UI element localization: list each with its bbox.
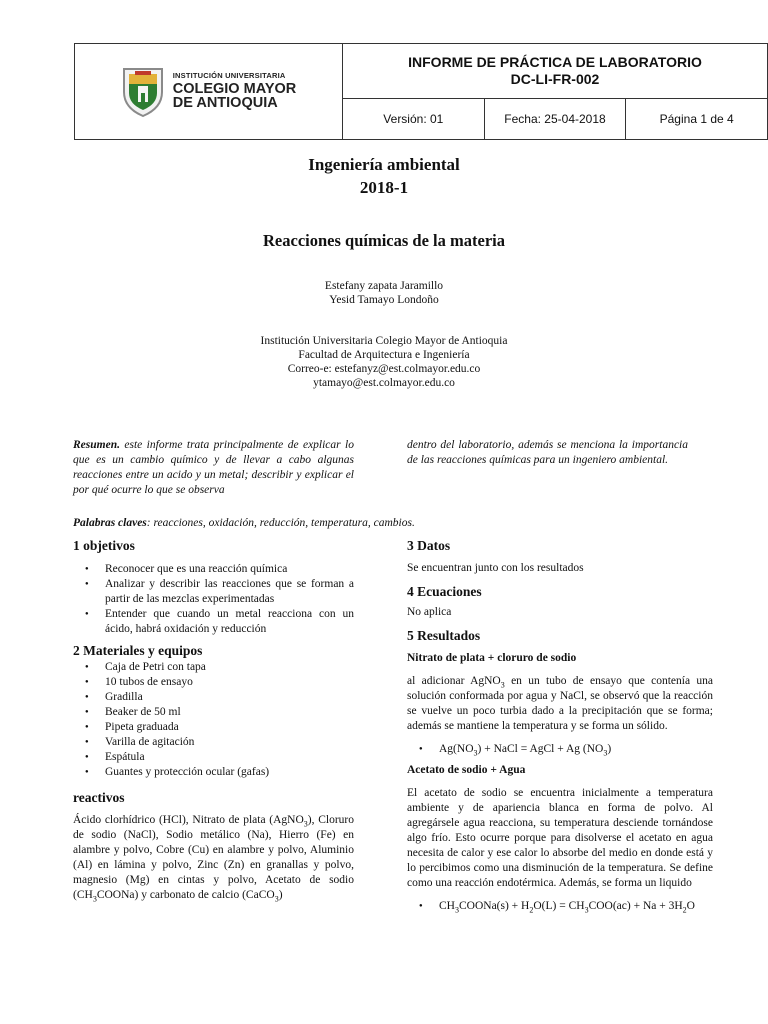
- abstract-text-left: este informe trata principalmente de explicar lo que es un cambio químico y de llevar a cabo algunas reacciones entre un acido y un metal; describir y explicar el por qué ocurre lo que se observa: [73, 439, 355, 496]
- objetivos-list: [73, 562, 354, 637]
- objetivos-heading: 1 objetivos: [73, 538, 135, 553]
- abstract-right: dentro del laboratorio, además se menciona la importancia de las reacciones químicas para un ingeniero ambiental.: [407, 439, 688, 466]
- paper-title: Reacciones químicas de la materia: [263, 231, 505, 250]
- keywords: [73, 516, 693, 531]
- affiliation-faculty: Facultad de Arquitectura e Ingeniería: [298, 349, 470, 361]
- resultados-paragraph-1: al adicionar AgNO$_3$ en un tubo de ensayo que contenía una solución conformada por agua y NaCl, se observó que la reacción se vuelve un poco turbia dado a la precipitación que se forma; además se mantiene la temperatura y se forma un sólido.: [407, 675, 713, 732]
- abstract-label: Resumen.: [73, 439, 120, 451]
- list-item: ● Beaker de 50 ml: [73, 705, 354, 720]
- list-item: ● Gradilla: [73, 690, 354, 705]
- page-cell: Página 1 de 4: [626, 99, 768, 140]
- equation-1: ● $Ag(NO_3)$ + NaCl = AgCl + Ag $(NO_3)$: [407, 742, 713, 757]
- list-item: ● 10 tubos de ensayo: [73, 675, 354, 690]
- list-item: ● Reconocer que es una reacción química: [73, 562, 354, 577]
- logo-cell: [75, 44, 343, 140]
- right-column: [407, 538, 713, 914]
- date-cell: Fecha: 25-04-2018: [484, 99, 626, 140]
- equation-list-1: [407, 742, 713, 757]
- left-column: [73, 538, 354, 903]
- logo-line1: INSTITUCIÓN UNIVERSITARIA: [172, 71, 286, 81]
- list-item: ● Caja de Petri con tapa: [73, 660, 354, 675]
- abstract-left: [73, 438, 354, 498]
- author-1: Estefany zapata Jaramillo: [324, 280, 444, 292]
- ecuaciones-heading: 4 Ecuaciones: [407, 584, 482, 599]
- list-item: ● Guantes y protección ocular (gafas): [73, 765, 354, 780]
- equation-list-2: [407, 899, 713, 914]
- keywords-label: Palabras claves: [73, 517, 147, 529]
- affiliation-institution: Institución Universitaria Colegio Mayor de Antioquia: [260, 335, 508, 347]
- datos-text: Se encuentran junto con los resultados: [407, 562, 584, 574]
- resultados-sub2: Acetato de sodio + Agua: [407, 764, 526, 776]
- materiales-list: [73, 660, 354, 780]
- resultados-sub1: Nitrato de plata + cloruro de sodio: [407, 652, 577, 664]
- list-item: ● Entender que cuando un metal reacciona con un ácido, habrá oxidación y reducción: [73, 607, 354, 637]
- materiales-heading: 2 Materiales y equipos: [73, 643, 203, 658]
- period: 2018-1: [359, 178, 409, 197]
- keywords-text: : reacciones, oxidación, reducción, temperatura, cambios.: [146, 517, 415, 529]
- logo-line2: COLEGIO MAYOR: [172, 80, 297, 97]
- ecuaciones-text: No aplica: [407, 606, 452, 618]
- datos-heading: 3 Datos: [407, 538, 451, 553]
- resultados-paragraph-2: El acetato de sodio se encuentra inicialmente a temperatura ambiente y de apariencia blanca en forma de polvo. Al agregársele agua reacciona, su temperatura desciende tornándose algo frío. Esto ocurre porque para disolverse el acetato en agua necesita de calor y ese calor lo absorbe del medio en donde está y lo percibimos como una disminución de la temperatura. Se define como una reacción endotérmica. Además, se forma un liquido: [407, 787, 713, 889]
- list-item: ● Espátula: [73, 750, 354, 765]
- list-item: ● Varilla de agitación: [73, 735, 354, 750]
- institution-logo: [75, 45, 342, 139]
- doc-title: INFORME DE PRÁCTICA DE LABORATORIO: [408, 54, 702, 70]
- affiliation-email-2: ytamayo@est.colmayor.edu.co: [313, 377, 455, 389]
- logo-line3: DE ANTIOQUIA: [172, 95, 278, 112]
- reactivos-text: Ácido clorhídrico (HCl), Nitrato de plata (AgNO$_3$), Cloruro de sodio (NaCl), Sodio metálico (Na), Hierro (Fe) en alambre y polvo, Cobre (Cu) en alambre y polvo, Aluminio (Al) en lámina y polvo, Zinc (Zn) en granallas y polvo, magnesio (Mg) en cintas y polvo, Acetato de sodio $(CH_3COONa)$ y carbonato de calcio (CaCO$_3$): [73, 814, 354, 904]
- reactivos-heading: reactivos: [73, 790, 125, 805]
- shield-icon: [121, 66, 165, 118]
- doc-title-cell: [343, 44, 768, 99]
- list-item: ● Pipeta graduada: [73, 720, 354, 735]
- equation-2: ● $CH_3COONa(s) + H_2O(L) = CH_3COO(ac) + Na + 3H_2O$: [407, 899, 713, 914]
- list-item: ● Analizar y describir las reacciones que se forman a partir de las mezclas experimentadas: [73, 577, 354, 607]
- document-header: [74, 43, 768, 139]
- course-name: Ingeniería ambiental: [308, 155, 460, 174]
- version-cell: Versión: 01: [343, 99, 485, 140]
- author-2: Yesid Tamayo Londoño: [329, 294, 439, 306]
- affiliation-email-1: Correo-e: estefanyz@est.colmayor.edu.co: [287, 363, 481, 375]
- doc-code: DC-LI-FR-002: [510, 71, 600, 87]
- resultados-heading: 5 Resultados: [407, 628, 481, 643]
